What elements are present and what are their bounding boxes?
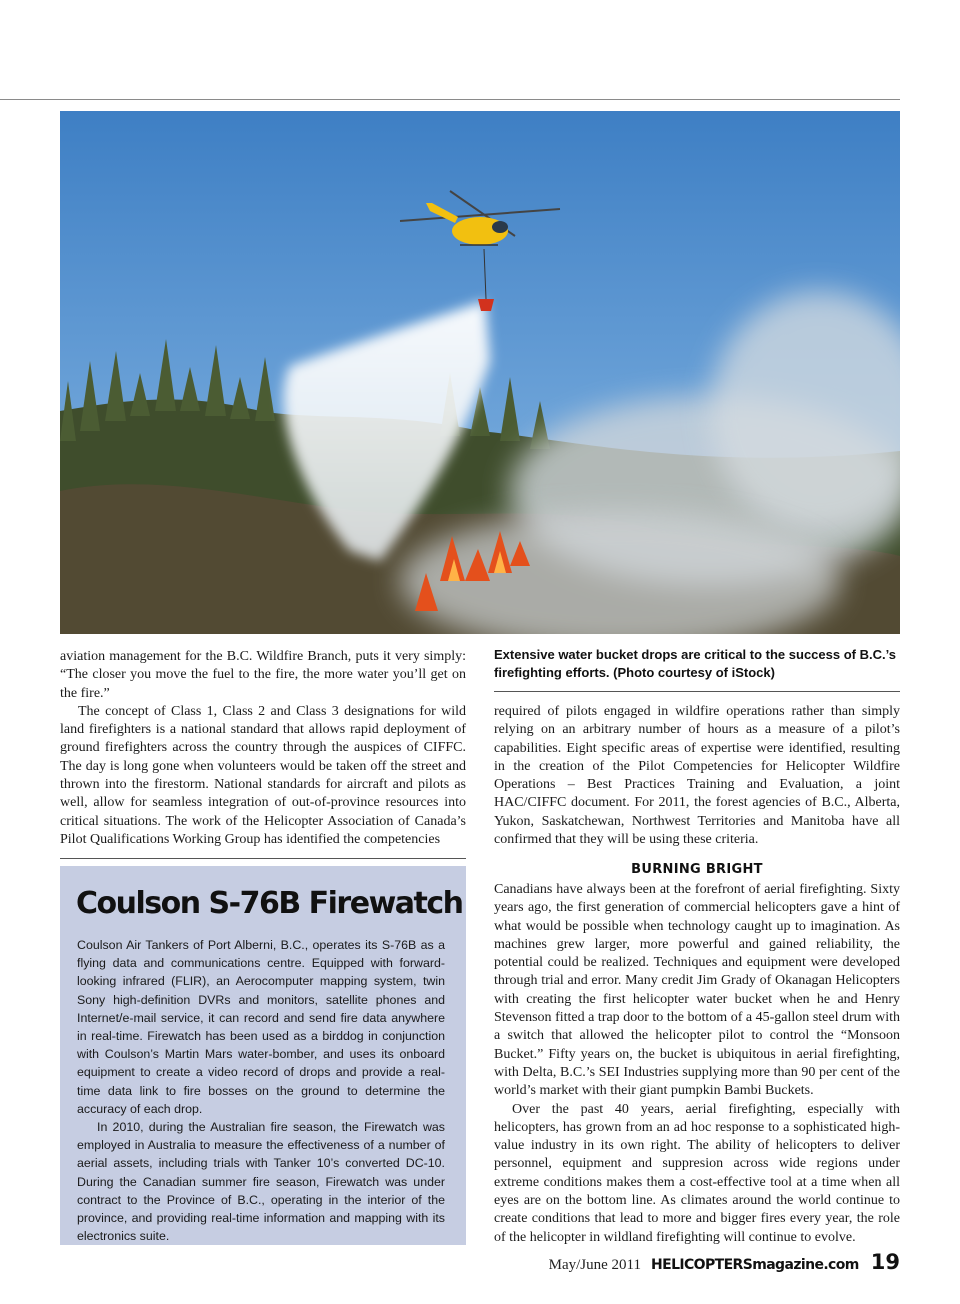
section-heading: BURNING BRIGHT <box>631 862 763 877</box>
sidebar-paragraph: In 2010, during the Australian fire season, the Firewatch was employed in Australia to measure the effectiveness of a number of aerial assets, including trials with Tanker 10’s converted DC-10. During the Canadian summer fire season, Firewatch was under contract to the Province of B.C., operating in the interior of the province, and providing real-time information and mapping with its electronics suite. <box>77 1120 445 1244</box>
wildfire-helicopter-photo <box>60 111 900 634</box>
issue-date: May/June 2011 <box>548 1257 641 1273</box>
right-column-section <box>494 881 900 1247</box>
body-paragraph: aviation management for the B.C. Wildfire Branch, puts it very simply: “The closer you move the fuel to the fire, the more water you’ll get on the fire.” <box>60 649 466 701</box>
left-column <box>60 648 466 849</box>
photo-caption: Extensive water bucket drops are critical to the success of B.C.’s firefighting efforts. (Photo courtesy of iStock) <box>494 647 896 680</box>
header-rule <box>0 99 900 100</box>
page-number: 19 <box>870 1250 900 1274</box>
body-paragraph: Canadians have always been at the forefront of aerial firefighting. Sixty years ago, the first generation of commercial helicopters gave a hint of what would be possible when technology caught up to imagination. As machines grew larger, more powerful and gained reliability, the potential could be realized. Techniques and equipment were developed through trial and error. Many credit Jim Grady of Okanagan Helicopters with creating the first helicopter water bucket when he and Henry Stevenson fitted a trap door to the bottom of a 45-gallon steel drum with a switch that allowed the helicopter pilot to control the “Monsoon Bucket.” Fifty years on, the bucket is ubiquitous in aerial firefighting, with Delta, B.C.’s SEI Industries supplying more than 90 per cent of the world’s market with their giant pumpkin Bambi Buckets. <box>494 882 900 1099</box>
column-rule <box>60 858 466 859</box>
body-paragraph: Over the past 40 years, aerial firefighting, especially with helicopters, has grown from an ad hoc response to a sophisticated high-value industry in its own right. The ability of helicopters to deliver personnel, equipment and suppresion across wide regions under extreme conditions makes them a cost-effective tool at a time when all eyes are on the bottom line. As climates around the world continue to create conditions that lead to more and bigger fires every year, the role of the helicopter in wildland firefighting will continue to evolve. <box>494 1101 900 1245</box>
magazine-website: HELICOPTERSmagazine.com <box>651 1257 859 1273</box>
sidebar-paragraph: Coulson Air Tankers of Port Alberni, B.C., operates its S-76B as a flying data and communications centre. Equipped with forward-looking infrared (FLIR), an Aerocomputer mapping system, twin Sony high-definition DVRs and monitors, satellite phones and Internet/e-mail service, it can record and send fire data anywhere in real-time. Firewatch has been used as a birddog in conjunction with Coulson’s Martin Mars water-bomber, and uses its onboard equipment to create a video record of drops and provide a real-time data link to fire bosses on the ground to determine the accuracy of each drop. <box>77 938 445 1116</box>
sidebar-title: Coulson S-76B Firewatch <box>76 886 463 921</box>
sidebar-box <box>60 866 466 1245</box>
right-column-top <box>494 703 900 849</box>
body-paragraph: required of pilots engaged in wildfire operations rather than simply relying on an arbitrary number of hours as a measure of a pilot’s capabilities. Eight specific areas of expertise were identified, resulting in the creation of the Pilot Competencies for Helicopter Wildfire Operations – Best Practices Training and Evaluation, a joint HAC/CIFFC document. For 2011, the forest agencies of B.C., Alberta, Yukon, Saskatchewan, Northwest Territories and Manitoba have all confirmed that they will be using these criteria. <box>494 704 900 848</box>
sidebar-body <box>77 936 445 1245</box>
body-paragraph: The concept of Class 1, Class 2 and Class 3 designations for wild land firefighters is a national standard that allows rapid deployment of ground firefighters across the country through the auspices of CIFFC. The day is long gone when volunteers would be taken off the street and thrown into the firestorm. National standards for aircraft and pilots as well, allow for seamless integration of out-of-province resources into critical situations. The work of the Helicopter Association of Canada’s Pilot Qualifications Working Group has identified the competencies <box>60 703 466 847</box>
caption-rule <box>494 691 900 692</box>
page-footer <box>549 1250 900 1274</box>
